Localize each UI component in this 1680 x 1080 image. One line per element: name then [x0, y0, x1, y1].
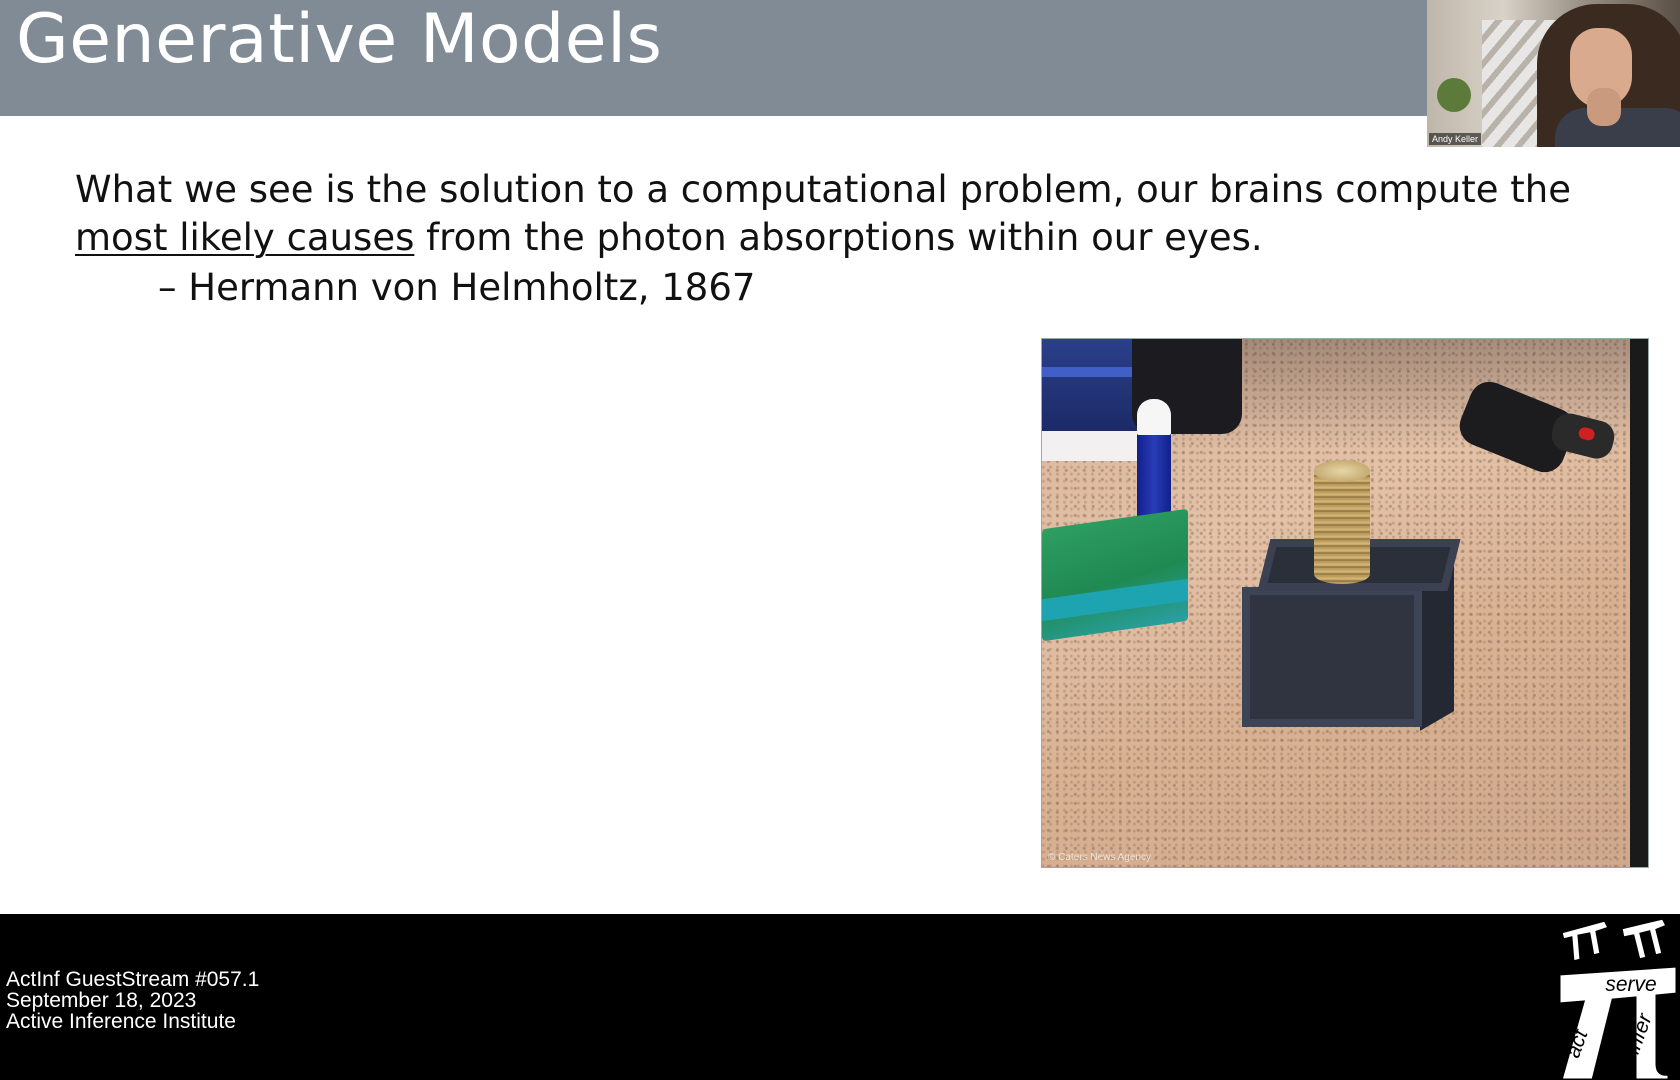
photo-blue-object	[1042, 339, 1142, 434]
photo-table-edge	[1630, 339, 1648, 867]
stream-date: September 18, 2023	[6, 989, 197, 1012]
box-front-face	[1242, 587, 1422, 727]
stream-info	[6, 969, 259, 1032]
participant-name-label: Andy Keller	[1429, 133, 1481, 145]
quote-attribution: – Hermann von Helmholtz, 1867	[158, 266, 756, 309]
webcam-person-hand	[1587, 88, 1621, 126]
quote-part-1: What we see is the solution to a computational problem, our brains compute the	[75, 168, 1572, 211]
logo-pi-right	[1621, 918, 1667, 960]
photo-gum-pack	[1042, 509, 1188, 642]
slide-title: Generative Models	[16, 0, 663, 79]
logo-act-text: act	[1561, 1026, 1593, 1061]
stream-organization: Active Inference Institute	[6, 1010, 236, 1033]
logo-infer-text: infer	[1621, 1010, 1657, 1057]
logo-pi-left	[1561, 920, 1609, 962]
illusion-photo	[1041, 338, 1649, 868]
webcam-feed	[1427, 0, 1680, 147]
stream-title: ActInf GuestStream #057.1	[6, 968, 260, 991]
photo-coin-stack	[1314, 464, 1370, 584]
quote-text	[75, 166, 1595, 262]
active-inference-logo	[1553, 914, 1680, 1080]
logo-serve-text: serve	[1605, 973, 1657, 996]
quote-part-2: from the photon absorptions within our eyes.	[414, 216, 1263, 259]
webcam-background-plant	[1437, 78, 1471, 112]
photo-white-object	[1042, 431, 1152, 461]
photo-credit: © Caters News Agency	[1048, 852, 1151, 863]
quote-emphasis: most likely causes	[75, 216, 415, 259]
